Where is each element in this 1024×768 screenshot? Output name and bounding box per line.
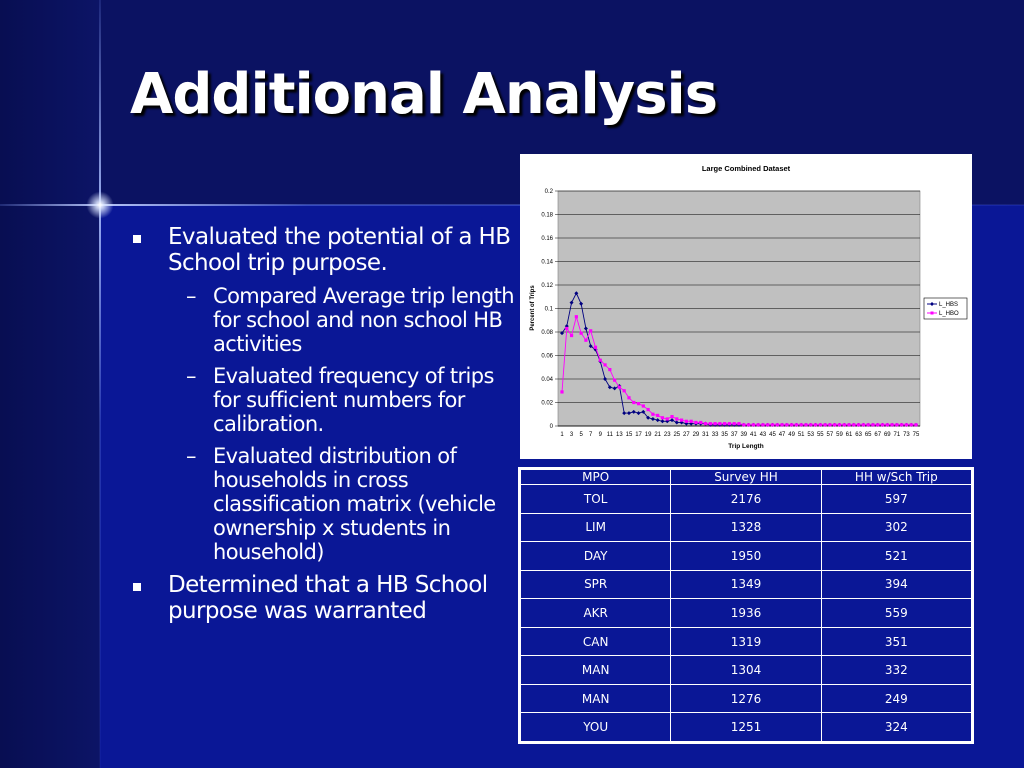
table-row [521, 485, 972, 514]
x-tick-label: 49 [788, 432, 795, 438]
chart-canvas [520, 154, 972, 459]
table-cell: 1251 [671, 713, 821, 742]
sub-bullet-item [130, 444, 525, 564]
data-point [895, 423, 898, 426]
table-row [521, 656, 972, 685]
data-point [876, 423, 879, 426]
x-tick-label: 33 [711, 432, 719, 438]
table-row [521, 513, 972, 542]
data-point [589, 329, 592, 332]
y-tick-label: 0.02 [541, 400, 553, 407]
data-point [890, 423, 893, 426]
data-point [565, 327, 568, 330]
x-tick-label: 43 [759, 432, 767, 438]
table-cell: 521 [821, 542, 971, 571]
data-point [694, 421, 697, 424]
sub-bullet-text: Evaluated frequency of trips for sufficient numbers for calibration. [213, 364, 494, 436]
table-cell: 249 [821, 684, 971, 713]
table-cell: 1319 [671, 627, 821, 656]
data-point [867, 423, 870, 426]
x-tick-label: 31 [702, 432, 709, 438]
x-tick-label: 59 [836, 432, 843, 438]
data-point [886, 423, 889, 426]
data-point [900, 423, 903, 426]
mpo-household-table [518, 467, 974, 744]
x-tick-label: 57 [826, 432, 834, 438]
dash-bullet: – [186, 284, 196, 308]
table-cell: 394 [821, 570, 971, 599]
data-point [623, 389, 626, 392]
data-point [580, 332, 583, 335]
data-point [905, 423, 908, 426]
table-cell: 1304 [671, 656, 821, 685]
x-tick-label: 13 [616, 432, 623, 438]
bullet-text: Determined that a HB School purpose was warranted [168, 572, 488, 624]
x-tick-label: 11 [606, 432, 613, 438]
table-cell: 351 [821, 627, 971, 656]
x-tick-label: 67 [874, 432, 882, 438]
table-cell: 324 [821, 713, 971, 742]
data-point [642, 404, 645, 407]
data-point [704, 422, 707, 425]
data-point [709, 422, 712, 425]
x-tick-label: 75 [912, 432, 920, 438]
y-axis-ticks [541, 189, 558, 430]
data-point [627, 396, 630, 399]
table-body [521, 485, 972, 742]
data-point [776, 423, 779, 426]
data-point [713, 422, 716, 425]
data-point [819, 423, 822, 426]
y-tick-label: 0.06 [541, 353, 553, 360]
y-axis-label: Percent of Trips [530, 285, 536, 331]
dash-bullet: – [186, 444, 196, 468]
data-point [699, 421, 702, 424]
x-tick-label: 45 [769, 432, 776, 438]
table-cell: TOL [521, 485, 671, 514]
data-point [575, 315, 578, 318]
data-point [804, 423, 807, 426]
table-cell: 559 [821, 599, 971, 628]
square-bullet-icon [133, 583, 141, 591]
x-tick-label: 37 [730, 432, 738, 438]
x-tick-label: 47 [778, 432, 786, 438]
data-point [632, 401, 635, 404]
x-tick-label: 39 [740, 432, 748, 438]
sub-bullet-text: Evaluated distribution of households in cross classification matrix (vehicle ownership x students in household) [213, 444, 496, 564]
data-point [560, 390, 563, 393]
data-point [656, 414, 659, 417]
x-tick-label: 25 [673, 432, 681, 438]
data-point [690, 420, 693, 423]
table-cell: 332 [821, 656, 971, 685]
column-header-mpo: MPO [521, 470, 671, 485]
x-tick-label: 7 [589, 432, 593, 438]
x-tick-label: 51 [797, 432, 805, 438]
data-point [594, 346, 597, 349]
data-point [809, 423, 812, 426]
data-point [761, 423, 764, 426]
data-point [785, 423, 788, 426]
x-tick-label: 69 [883, 432, 891, 438]
data-point [833, 423, 836, 426]
y-tick-label: 0.08 [541, 330, 553, 336]
data-point [651, 413, 654, 416]
data-point [608, 368, 611, 371]
table-row [521, 713, 972, 742]
table-cell: YOU [521, 713, 671, 742]
table-cell: AKR [521, 599, 671, 628]
bullet-item [130, 572, 525, 624]
table-cell: 1328 [671, 513, 821, 542]
table-row [521, 599, 972, 628]
data-point [752, 423, 755, 426]
table-cell: 302 [821, 513, 971, 542]
table-cell: 1349 [671, 570, 821, 599]
data-point [795, 423, 798, 426]
decorative-vertical-line [99, 0, 101, 768]
data-point [728, 422, 731, 425]
trip-length-chart [520, 154, 972, 459]
x-tick-label: 15 [625, 432, 633, 438]
bullet-text: Evaluated the potential of a HB School trip purpose. [168, 224, 511, 276]
data-point [843, 423, 846, 426]
column-header-hh-sch-trip: HH w/Sch Trip [821, 470, 971, 485]
data-point [780, 423, 783, 426]
column-header-survey-hh: Survey HH [671, 470, 821, 485]
data-point [661, 416, 664, 419]
data-point [852, 423, 855, 426]
legend-label-hbs: L_HBS [939, 302, 959, 308]
y-tick-label: 0.12 [541, 283, 553, 289]
x-tick-label: 17 [635, 432, 642, 438]
table-cell: CAN [521, 627, 671, 656]
y-tick-label: 0 [549, 424, 553, 430]
y-tick-label: 0.14 [541, 259, 553, 266]
table-cell: MAN [521, 656, 671, 685]
x-tick-label: 5 [579, 432, 583, 438]
table-cell: MAN [521, 684, 671, 713]
data-point [747, 423, 750, 426]
x-tick-label: 63 [855, 432, 862, 438]
x-tick-label: 53 [807, 432, 815, 438]
x-tick-label: 41 [750, 432, 757, 438]
data-point [838, 423, 841, 426]
y-tick-label: 0.16 [541, 236, 553, 242]
chart-legend [924, 298, 967, 319]
data-point [584, 339, 587, 342]
data-point [771, 423, 774, 426]
data-point [685, 420, 688, 423]
data-point [757, 423, 760, 426]
data-point [603, 363, 606, 366]
data-point [914, 423, 917, 426]
slide-title: Additional Analysis [130, 62, 718, 127]
data-point [680, 419, 683, 422]
x-tick-label: 73 [903, 432, 910, 438]
data-point [790, 423, 793, 426]
data-point [723, 422, 726, 425]
sub-bullet-item [130, 284, 525, 356]
data-table [520, 469, 972, 742]
data-point [862, 423, 865, 426]
data-point [666, 417, 669, 420]
table-cell: 2176 [671, 485, 821, 514]
data-point [847, 423, 850, 426]
table-cell: DAY [521, 542, 671, 571]
x-tick-label: 3 [569, 432, 574, 438]
square-bullet-icon [133, 235, 141, 243]
y-tick-label: 0.2 [544, 189, 553, 195]
table-row [521, 542, 972, 571]
data-point [800, 423, 803, 426]
data-point [613, 379, 616, 382]
table-cell: 597 [821, 485, 971, 514]
x-tick-label: 61 [845, 432, 853, 438]
table-row [521, 684, 972, 713]
data-point [742, 423, 745, 426]
table-row [521, 627, 972, 656]
sub-bullet-text: Compared Average trip length for school and non school HB activities [213, 284, 515, 356]
data-point [824, 423, 827, 426]
data-point [647, 408, 650, 411]
table-cell: 1950 [671, 542, 821, 571]
data-point [637, 402, 640, 405]
data-point [766, 423, 769, 426]
data-point [828, 423, 831, 426]
y-tick-label: 0.04 [541, 377, 553, 383]
dash-bullet: – [186, 364, 196, 388]
legend-label-hbo: L_HBO [939, 311, 959, 317]
bullet-list [130, 224, 525, 632]
chart-title: Large Combined Dataset [701, 164, 791, 173]
data-point [733, 422, 736, 425]
x-tick-label: 9 [598, 432, 602, 438]
x-tick-label: 21 [654, 432, 662, 438]
x-axis-ticks [558, 426, 920, 438]
data-point [814, 423, 817, 426]
data-point [618, 386, 621, 389]
sub-bullet-item [130, 364, 525, 436]
data-point [910, 423, 913, 426]
x-tick-label: 55 [816, 432, 824, 438]
table-cell: 1276 [671, 684, 821, 713]
table-cell: LIM [521, 513, 671, 542]
square-marker-icon [931, 312, 934, 315]
x-tick-label: 29 [692, 432, 700, 438]
x-tick-label: 19 [644, 432, 652, 438]
x-tick-label: 23 [663, 432, 671, 438]
data-point [670, 415, 673, 418]
decorative-star-sparkle-icon [84, 189, 116, 221]
x-tick-label: 71 [893, 432, 901, 438]
data-point [675, 417, 678, 420]
background-left-band [0, 0, 100, 768]
y-tick-label: 0.18 [541, 212, 553, 219]
x-tick-label: 35 [721, 432, 728, 438]
table-header-row [521, 470, 972, 485]
data-point [718, 422, 721, 425]
data-point [881, 423, 884, 426]
data-point [599, 359, 602, 362]
data-point [857, 423, 860, 426]
table-cell: 1936 [671, 599, 821, 628]
data-point [737, 422, 740, 425]
x-tick-label: 65 [864, 432, 872, 438]
x-tick-label: 1 [560, 432, 564, 438]
table-cell: SPR [521, 570, 671, 599]
table-row [521, 570, 972, 599]
x-axis-label: Trip Length [728, 443, 764, 450]
bullet-item [130, 224, 525, 276]
data-point [871, 423, 874, 426]
y-tick-label: 0.1 [544, 306, 553, 313]
x-tick-label: 27 [683, 432, 690, 438]
data-point [570, 334, 573, 337]
